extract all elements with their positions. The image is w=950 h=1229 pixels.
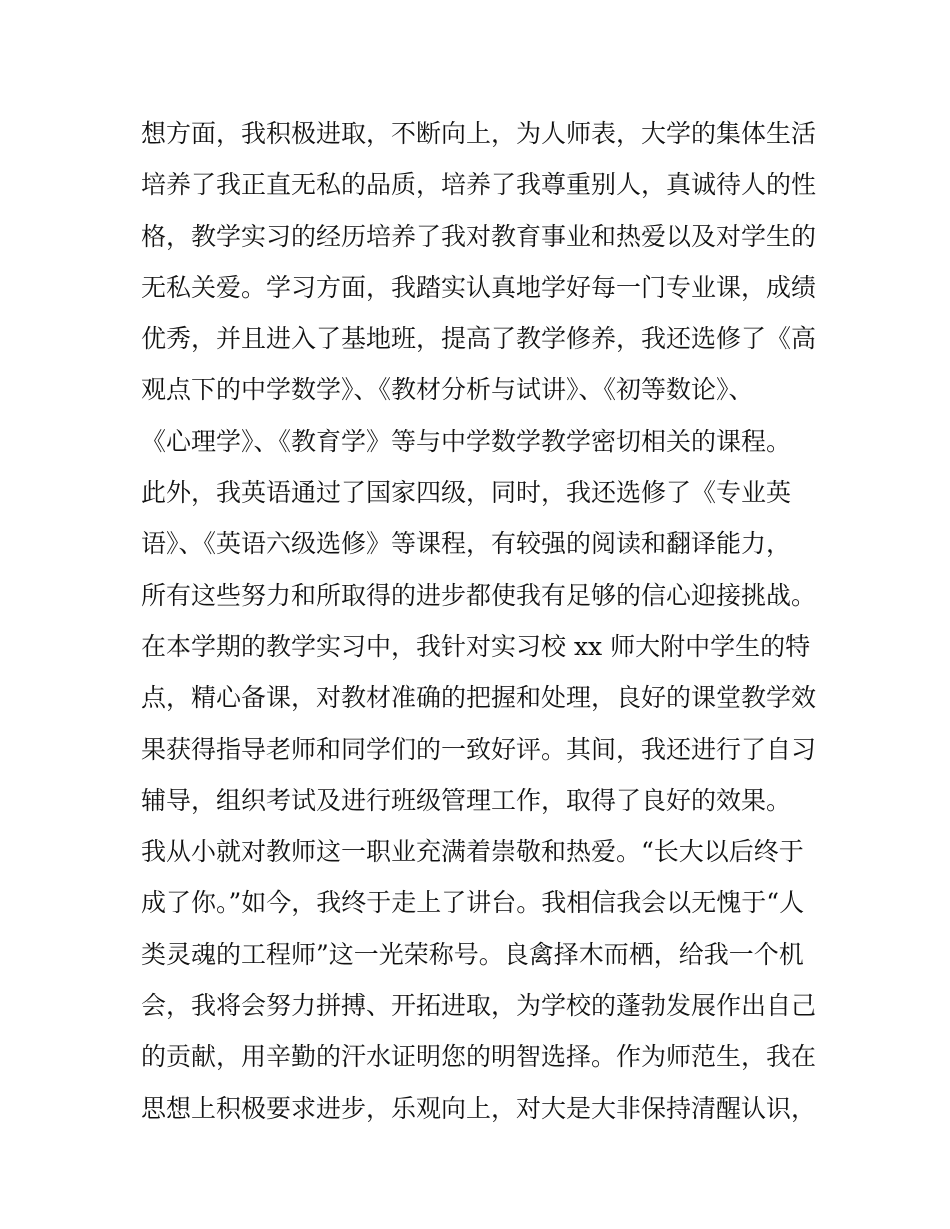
text-line: 观点下的中学数学》、《教材分析与试讲》、《初等数论》、 bbox=[141, 375, 754, 405]
text-line: 我从小就对教师这一职业充满着崇敬和热爱。“长大以后终于 bbox=[141, 837, 804, 867]
text-line: 想方面，我积极进取，不断向上，为人师表，大学的集体生活 bbox=[141, 119, 817, 148]
text-line: 无私关爱。学习方面，我踏实认真地学好每一门专业课，成绩 bbox=[141, 272, 817, 302]
text-line: 此外，我英语通过了国家四级，同时，我还选修了《专业英 bbox=[141, 478, 792, 508]
body-text bbox=[141, 108, 821, 1134]
text-line: 思想上积极要求进步，乐观向上，对大是大非保持清醒认识， bbox=[141, 1093, 817, 1123]
text-line: 《心理学》、《教育学》等与中学数学教学密切相关的课程。 bbox=[141, 426, 792, 456]
text-line: 果获得指导老师和同学们的一致好评。其间，我还进行了自习 bbox=[141, 734, 817, 764]
text-line: 在本学期的教学实习中，我针对实习校 xx 师大附中学生的特 bbox=[141, 631, 811, 661]
text-line: 点，精心备课，对教材准确的把握和处理，良好的课堂教学效 bbox=[141, 683, 817, 713]
text-line: 会，我将会努力拼搏、开拓进取，为学校的蓬勃发展作出自己 bbox=[141, 991, 817, 1021]
text-line: 所有这些努力和所取得的进步都使我有足够的信心迎接挑战。 bbox=[141, 580, 817, 610]
text-line: 的贡献，用辛勤的汗水证明您的明智选择。作为师范生，我在 bbox=[141, 1042, 817, 1072]
text-line: 格，教学实习的经历培养了我对教育事业和热爱以及对学生的 bbox=[141, 221, 817, 251]
text-line: 辅导，组织考试及进行班级管理工作，取得了良好的效果。 bbox=[141, 785, 792, 815]
text-line: 类灵魂的工程师”这一光荣称号。良禽择木而栖，给我一个机 bbox=[141, 939, 804, 969]
text-line: 成了你。”如今，我终于走上了讲台。我相信我会以无愧于“人 bbox=[141, 888, 805, 918]
text-line: 语》、《英语六级选修》等课程，有较强的阅读和翻译能力， bbox=[141, 529, 792, 559]
text-line: 优秀，并且进入了基地班，提高了教学修养，我还选修了《高 bbox=[141, 324, 817, 354]
text-line: 培养了我正直无私的品质，培养了我尊重别人，真诚待人的性 bbox=[141, 170, 817, 200]
